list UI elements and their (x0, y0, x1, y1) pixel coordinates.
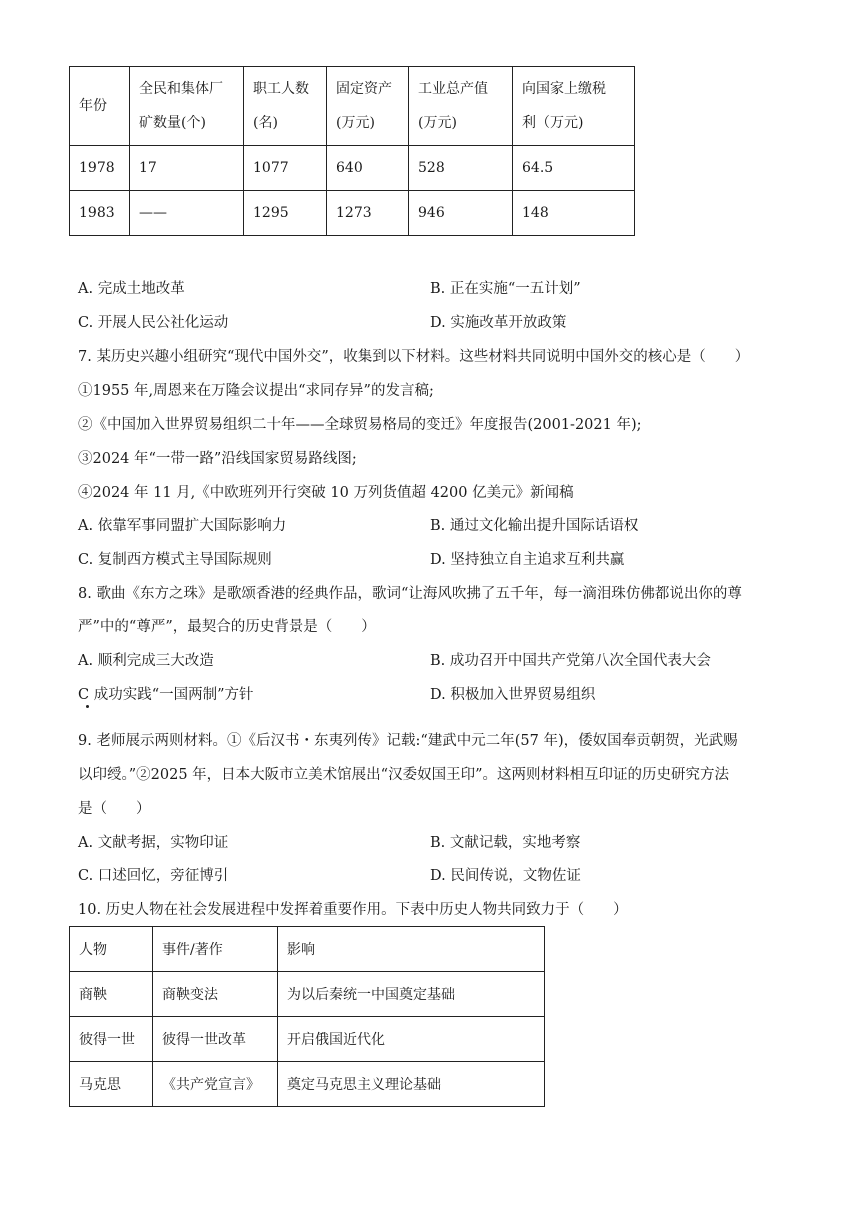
table-row (70, 972, 545, 1017)
header-line: 矿数量(个) (139, 115, 206, 131)
header-cell-factories (130, 67, 244, 146)
table-cell: 946 (409, 191, 513, 236)
q6-option-a[interactable]: A. 完成土地改革 (78, 281, 185, 297)
table-cell: 1077 (244, 146, 327, 191)
q9-stem-line-3: 是（ ） (78, 801, 151, 817)
q9-option-d[interactable]: D. 民间传说，文物佐证 (430, 868, 581, 884)
table-row (70, 191, 635, 236)
header-line: 固定资产 (336, 81, 392, 97)
table-cell: 《共产党宣言》 (153, 1062, 278, 1107)
header-cell-taxes (513, 67, 635, 146)
table-cell: 商鞅 (70, 972, 153, 1017)
q9-stem-line-1: 9. 老师展示两则材料。①《后汉书・东夷列传》记载:“建武中元二年(57 年)，倭奴国奉贡朝贺，光武赐 (78, 733, 738, 749)
header-line: 全民和集体厂 (139, 81, 223, 97)
table-header-row (70, 927, 545, 972)
q8-stem-line-2: 严”中的“尊严”，最契合的历史背景是（ ） (78, 619, 376, 635)
q7-option-c[interactable]: C. 复制西方模式主导国际规则 (78, 552, 272, 568)
q7-material-2: ②《中国加入世界贸易组织二十年——全球贸易格局的变迁》年度报告(2001-2021 年); (78, 417, 642, 433)
q7-material-1: ①1955 年,周恩来在万隆会议提出“求同存异”的发言稿; (78, 383, 434, 399)
q7-material-3: ③2024 年“一带一路”沿线国家贸易路线图; (78, 451, 357, 467)
table-cell: 528 (409, 146, 513, 191)
table-cell: 奠定马克思主义理论基础 (278, 1062, 545, 1107)
table-row (70, 1062, 545, 1107)
table-row (70, 1017, 545, 1062)
table-header-cell: 事件/著作 (153, 927, 278, 972)
table-header-cell: 人物 (70, 927, 153, 972)
header-line: 工业总产值 (418, 81, 488, 97)
q7-material-4: ④2024 年 11 月,《中欧班列开行突破 10 万列货值超 4200 亿美元》新闻稿 (78, 485, 574, 501)
table-header-row (70, 67, 635, 146)
header-line: (万元) (418, 115, 457, 131)
q10-stem: 10. 历史人物在社会发展进程中发挥着重要作用。下表中历史人物共同致力于（ ） (78, 902, 628, 918)
table-cell: 为以后秦统一中国奠定基础 (278, 972, 545, 1017)
header-cell-workers (244, 67, 327, 146)
q8-option-b[interactable]: B. 成功召开中国共产党第八次全国代表大会 (430, 653, 711, 669)
table-cell: 1295 (244, 191, 327, 236)
q7-option-a[interactable]: A. 依靠军事同盟扩大国际影响力 (78, 518, 287, 534)
q8-option-c[interactable]: C 成功实践“一国两制”方针 (78, 687, 254, 703)
table-cell: 148 (513, 191, 635, 236)
header-cell-fixed-assets (327, 67, 409, 146)
dot-mark (86, 705, 89, 708)
table-row (70, 146, 635, 191)
header-line: 职工人数 (253, 81, 309, 97)
q9-option-c[interactable]: C. 口述回忆，旁征博引 (78, 868, 229, 884)
table-cell: 64.5 (513, 146, 635, 191)
historical-figures-table (69, 926, 545, 1107)
header-cell-year (70, 67, 130, 146)
header-line: (万元) (336, 115, 375, 131)
header-cell-output (409, 67, 513, 146)
table-cell: 彼得一世改革 (153, 1017, 278, 1062)
industry-statistics-table (69, 66, 635, 236)
table-cell: 640 (327, 146, 409, 191)
q9-option-a[interactable]: A. 文献考据，实物印证 (78, 835, 229, 851)
table-cell: 1978 (70, 146, 130, 191)
table-cell: 1273 (327, 191, 409, 236)
q6-option-b[interactable]: B. 正在实施“一五计划” (430, 281, 581, 297)
q8-stem-line-1: 8. 歌曲《东方之珠》是歌颂香港的经典作品，歌词“让海风吹拂了五千年，每一滴泪珠仿佛都说出你的尊 (78, 586, 742, 602)
header-line: 年份 (79, 98, 107, 114)
q6-option-c[interactable]: C. 开展人民公社化运动 (78, 315, 229, 331)
table-cell: —— (130, 191, 244, 236)
q8-option-d[interactable]: D. 积极加入世界贸易组织 (430, 687, 596, 703)
table-cell: 1983 (70, 191, 130, 236)
q6-option-d[interactable]: D. 实施改革开放政策 (430, 315, 567, 331)
q7-stem: 7. 某历史兴趣小组研究“现代中国外交”，收集到以下材料。这些材料共同说明中国外交的核心是（ ） (78, 349, 750, 365)
header-line: 向国家上缴税 (522, 81, 606, 97)
q8-option-a[interactable]: A. 顺利完成三大改造 (78, 653, 214, 669)
table-cell: 商鞅变法 (153, 972, 278, 1017)
table-cell: 彼得一世 (70, 1017, 153, 1062)
table-cell: 17 (130, 146, 244, 191)
q9-option-b[interactable]: B. 文献记载，实地考察 (430, 835, 581, 851)
table-cell: 开启俄国近代化 (278, 1017, 545, 1062)
table-cell: 马克思 (70, 1062, 153, 1107)
q7-option-d[interactable]: D. 坚持独立自主追求互利共赢 (430, 552, 625, 568)
header-line: (名) (253, 115, 278, 131)
header-line: 利（万元) (522, 115, 584, 131)
q9-stem-line-2: 以印绶。”②2025 年，日本大阪市立美术馆展出“汉委奴国王印”。这两则材料相互印证的历史研究方法 (78, 767, 729, 783)
table-header-cell: 影响 (278, 927, 545, 972)
q7-option-b[interactable]: B. 通过文化输出提升国际话语权 (430, 518, 639, 534)
